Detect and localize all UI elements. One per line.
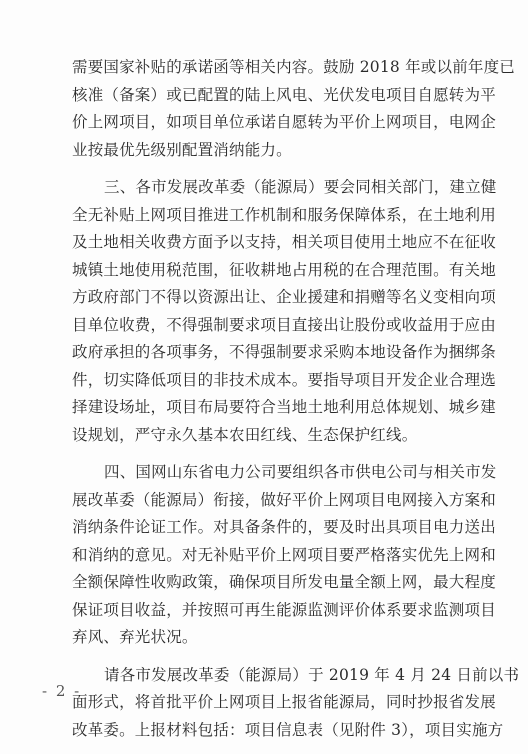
text-line: 和消纳的意见。对无补贴平价上网项目要严格落实优先上网和 [72, 545, 496, 564]
text-line: 业按最优先级别配置消纳能力。 [72, 140, 292, 159]
paragraph [72, 54, 516, 164]
text-line: 及土地相关收费方面予以支持，相关项目使用土地应不在征收 [72, 233, 496, 251]
text-line: 请各市发展改革委（能源局）于 2019 年 4 月 24 日前以书 [104, 665, 520, 684]
text-line: 方政府部门不得以资源出让、企业援建和捐赠等名义变相向项 [72, 288, 496, 306]
text-line: 全额保障性收购政策，确保项目所发电量全额上网，最大程度 [72, 573, 496, 591]
document-body [72, 54, 520, 754]
text-line: 择建设场址，项目布局要符合当地土地利用总体规划、城乡建 [72, 398, 496, 416]
text-line: 四、国网山东省电力公司要组织各市供电公司与相关市发 [104, 463, 497, 481]
text-line: 全无补贴上网项目推进工作机制和服务保障体系，在土地利用 [72, 205, 496, 224]
text-line: 目单位收费，不得强制要求项目直接出让股份或收益用于应由 [72, 315, 496, 334]
text-line: 设规划，严守永久基本农田红线、生态保护红线。 [72, 425, 418, 444]
text-line: 需要国家补贴的承诺函等相关内容。鼓励 2018 年或以前年度已 [72, 58, 516, 76]
text-line: 面形式，将首批平价上网项目上报省能源局，同时抄报省发展 [72, 693, 496, 711]
paragraph [72, 662, 520, 745]
text-line: 弃风、弃光状况。 [72, 628, 198, 646]
text-line: 城镇土地使用税范围，征收耕地占用税的在合理范围。有关地 [72, 260, 496, 279]
text-line: 政府承担的各项事务，不得强制要求采购本地设备作为捆绑条 [72, 343, 496, 361]
text-line: 消纳条件论证工作。对具备条件的，要及时出具项目电力送出 [72, 518, 496, 536]
paragraph [72, 459, 497, 652]
text-line: 价上网项目，如项目单位承诺自愿转为平价上网项目，电网企 [72, 113, 496, 131]
text-line: 改革委。上报材料包括：项目信息表（见附件 3），项目实施方 [72, 720, 504, 739]
text-line: 保证项目收益，并按照可再生能源监测评价体系要求监测项目 [72, 600, 496, 619]
page-number: - 2 - [42, 682, 82, 700]
text-line: 三、各市发展改革委（能源局）要会同相关部门，建立健 [104, 178, 497, 196]
text-line: 核准（备案）或已配置的陆上风电、光伏发电项目自愿转为平 [72, 85, 496, 104]
text-line: 件，切实降低项目的非技术成本。要指导项目开发企业合理选 [72, 370, 496, 389]
text-line: 展改革委（能源局）衔接，做好平价上网项目电网接入方案和 [72, 490, 496, 509]
paragraph [72, 174, 497, 449]
